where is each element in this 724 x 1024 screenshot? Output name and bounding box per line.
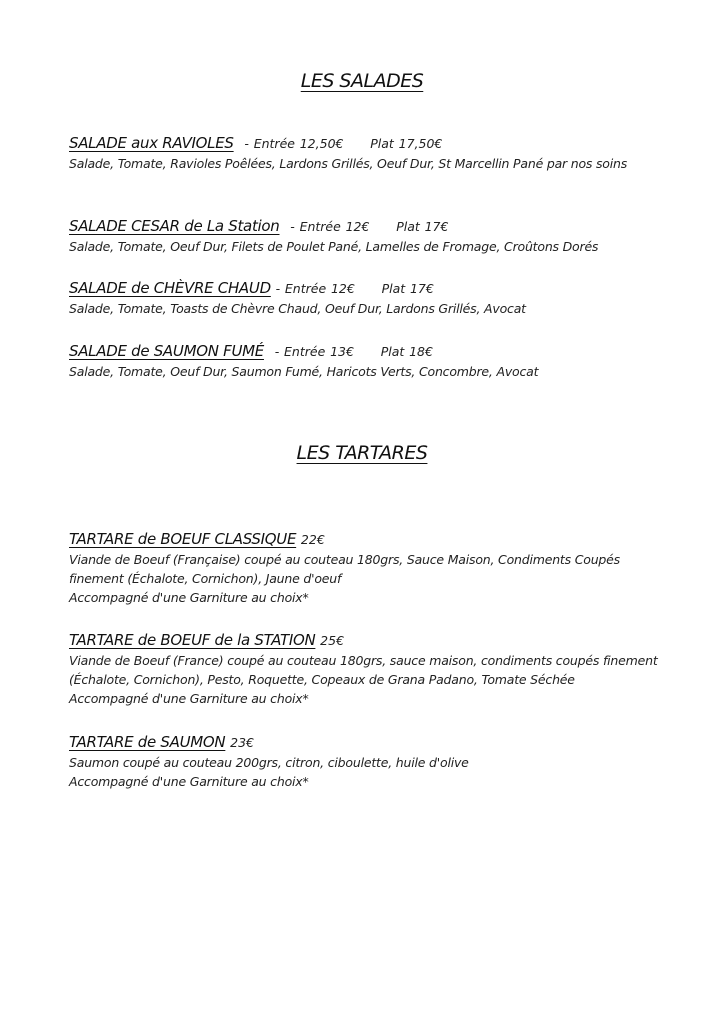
plat-price: 17,50€ [398,136,443,151]
plat-price: 17€ [424,219,449,234]
item-description: Viande de Boeuf (Française) coupé au couteau 180grs, Sauce Maison, Condiments Coupés finement (Échalote, Cornichon), Jaune d'oeuf [69,552,620,586]
item-name: SALADE CESAR de La Station [69,217,280,235]
item-description: Saumon coupé au couteau 200grs, citron, ciboulette, huile d'olive [69,755,469,770]
entree-price: 12€ [330,281,355,296]
item-description: Salade, Tomate, Oeuf Dur, Filets de Poulet Pané, Lamelles de Fromage, Croûtons Dorés [69,239,599,254]
item-name: SALADE aux RAVIOLES [69,134,234,152]
item-price: 23€ [230,735,254,750]
salades-section-title: LES SALADES [300,70,424,92]
item-description: Viande de Boeuf (France) coupé au couteau 180grs, sauce maison, condiments coupés finement (Échalote, Cornichon), Pesto, Roquette, Copeaux de Grana Padano, Tomate Séchée [69,653,658,687]
item-description: Salade, Tomate, Oeuf Dur, Saumon Fumé, Haricots Verts, Concombre, Avocat [69,364,539,379]
item-name: TARTARE de BOEUF de la STATION [69,631,316,649]
item-name: TARTARE de BOEUF CLASSIQUE [69,530,297,548]
item-name: TARTARE de SAUMON [69,733,226,751]
menu-item-salade-ravioles: SALADE aux RAVIOLES - Entrée 12,50€ Plat 17,50€ Salade, Tomate, Ravioles Poêlées, Lardons Grillés, Oeuf Dur, St Marcellin Pané par nos soins [69,133,669,173]
menu-item-salade-chevre: SALADE de CHÈVRE CHAUD - Entrée 12€ Plat 17€ Salade, Tomate, Toasts de Chèvre Chaud, Oeuf Dur, Lardons Grillés, Avocat [69,278,669,318]
menu-item-salade-saumon: SALADE de SAUMON FUMÉ - Entrée 13€ Plat 18€ Salade, Tomate, Oeuf Dur, Saumon Fumé, Haricots Verts, Concombre, Avocat [69,341,669,381]
item-description: Salade, Tomate, Toasts de Chèvre Chaud, Oeuf Dur, Lardons Grillés, Avocat [69,301,526,316]
item-price: 22€ [300,532,325,547]
plat-price: 18€ [409,344,433,359]
menu-item-salade-cesar: SALADE CESAR de La Station - Entrée 12€ Plat 17€ Salade, Tomate, Oeuf Dur, Filets de Poulet Pané, Lamelles de Fromage, Croûtons Dorés [69,216,669,256]
menu-item-tartare-saumon [69,732,669,791]
entree-price: 13€ [330,344,354,359]
item-name: SALADE de CHÈVRE CHAUD [69,279,271,297]
item-garniture: Accompagné d'une Garniture au choix* [69,691,309,706]
menu-item-tartare-classique [69,529,669,607]
item-name: SALADE de SAUMON FUMÉ [69,342,264,360]
plat-price: 17€ [409,281,434,296]
item-garniture: Accompagné d'une Garniture au choix* [69,590,309,605]
item-description: Salade, Tomate, Ravioles Poêlées, Lardons Grillés, Oeuf Dur, St Marcellin Pané par nos soins [69,156,628,171]
item-price: 25€ [320,633,345,648]
menu-item-tartare-station [69,630,669,708]
entree-price: 12,50€ [299,136,344,151]
tartares-section-title: LES TARTARES [296,442,428,464]
item-garniture: Accompagné d'une Garniture au choix* [69,774,309,789]
entree-price: 12€ [345,219,370,234]
